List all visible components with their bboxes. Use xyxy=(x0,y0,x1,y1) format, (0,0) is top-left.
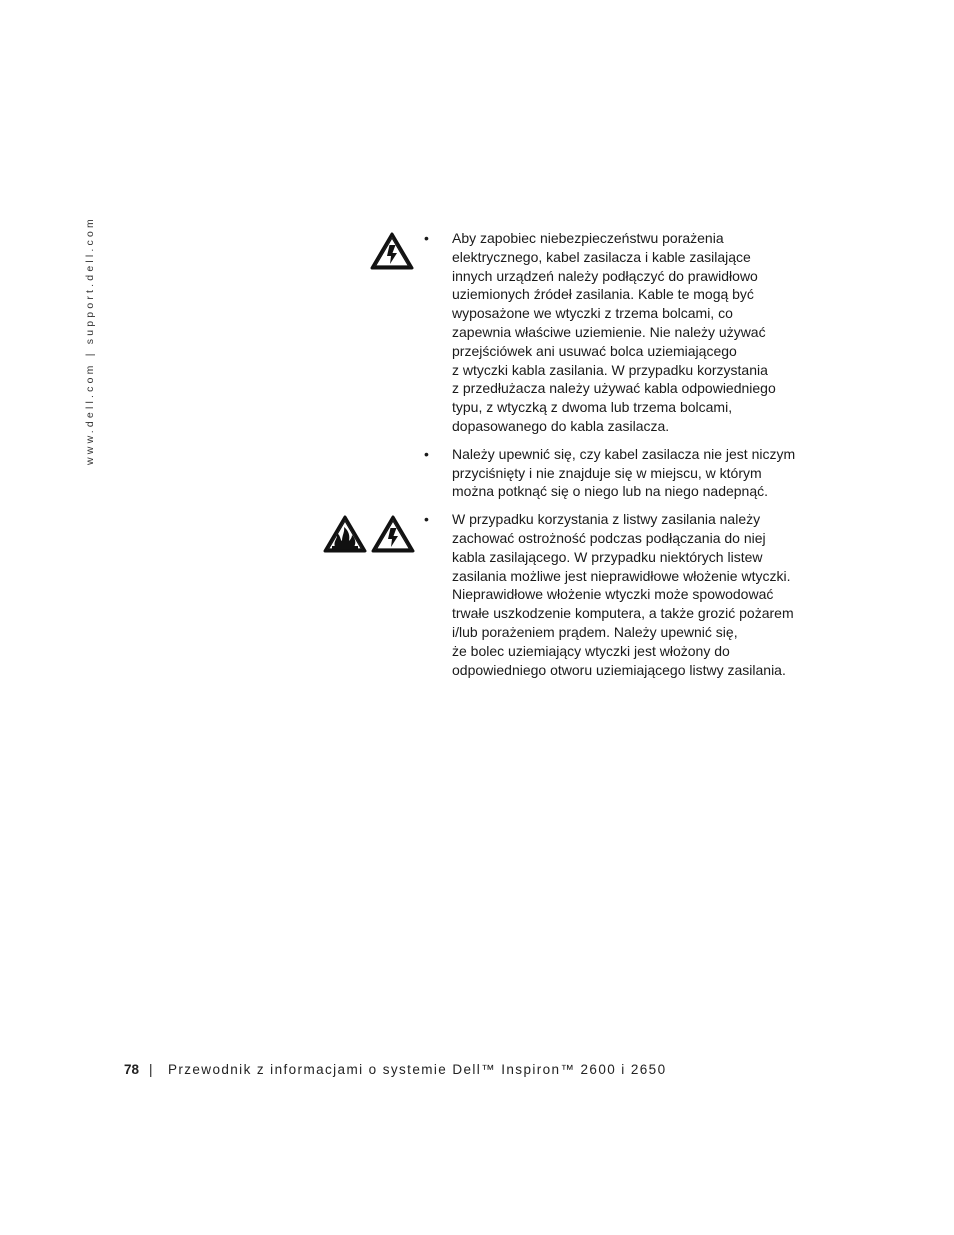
text-line: wyposażone we wtyczki z trzema bolcami, co xyxy=(452,305,733,322)
text-line: kabla zasilającego. W przypadku niektórych listew xyxy=(452,548,763,565)
bullet-text xyxy=(452,229,816,436)
bullet-marker: • xyxy=(424,230,429,246)
document-title: Przewodnik z informacjami o systemie Dell™ Inspiron™ 2600 i 2650 xyxy=(167,1062,667,1077)
safety-bullet-list xyxy=(424,229,816,688)
electrical-hazard-icon xyxy=(370,232,414,270)
text-line: W przypadku korzystania z listwy zasilania należy xyxy=(452,511,761,528)
text-line: Należy upewnić się, czy kabel zasilacza nie jest niczym xyxy=(452,445,796,462)
text-line: z przedłużacza należy używać kabla odpowiedniego xyxy=(452,380,776,397)
bullet-item xyxy=(424,229,816,436)
text-line: trwałe uszkodzenie komputera, a także grozić pożarem xyxy=(452,605,794,622)
page-footer xyxy=(124,1062,666,1077)
footer-separator: | xyxy=(149,1062,154,1077)
text-line: i/lub porażeniem prądem. Należy upewnić się, xyxy=(452,623,738,640)
text-line: można potknąć się o niego lub na niego nadepnąć. xyxy=(452,483,769,500)
text-line: elektrycznego, kabel zasilacza i kable zasilające xyxy=(452,248,751,265)
bullet-text xyxy=(452,445,816,501)
text-line: przyciśnięty i nie znajduje się w miejscu, w którym xyxy=(452,464,762,481)
text-line: Aby zapobiec niebezpieczeństwu porażenia xyxy=(452,230,724,246)
text-line: zapewnia właściwe uziemienie. Nie należy używać xyxy=(452,323,766,340)
text-line: że bolec uziemiający wtyczki jest włożony do xyxy=(452,642,730,659)
bullet-marker: • xyxy=(424,445,429,462)
text-line: z wtyczki kabla zasilania. W przypadku korzystania xyxy=(452,361,768,378)
bullet-text xyxy=(452,510,816,679)
text-line: uziemionych źródeł zasilania. Kable te mogą być xyxy=(452,286,754,303)
text-line: dopasowanego do kabla zasilacza. xyxy=(452,417,670,434)
text-line: zasilania możliwe jest nieprawidłowe włożenie wtyczki. xyxy=(452,567,791,584)
text-line: innych urządzeń należy podłączyć do prawidłowo xyxy=(452,267,758,284)
bullet-item xyxy=(424,445,816,501)
side-url: www.dell.com | support.dell.com xyxy=(84,216,96,465)
text-line: zachować ostrożność podczas podłączania do niej xyxy=(452,529,766,546)
bullet-marker: • xyxy=(424,511,429,528)
text-line: Nieprawidłowe włożenie wtyczki może spowodować xyxy=(452,586,774,603)
text-line: przejściówek ani usuwać bolca uziemiającego xyxy=(452,342,737,359)
text-line: odpowiedniego otworu uziemiającego listwy zasilania. xyxy=(452,661,786,678)
page-number: 78 xyxy=(124,1062,140,1077)
electrical-hazard-icon xyxy=(371,515,415,553)
fire-hazard-icon xyxy=(323,515,367,553)
bullet-item xyxy=(424,510,816,679)
text-line: typu, z wtyczką z dwoma lub trzema bolcami, xyxy=(452,399,733,416)
